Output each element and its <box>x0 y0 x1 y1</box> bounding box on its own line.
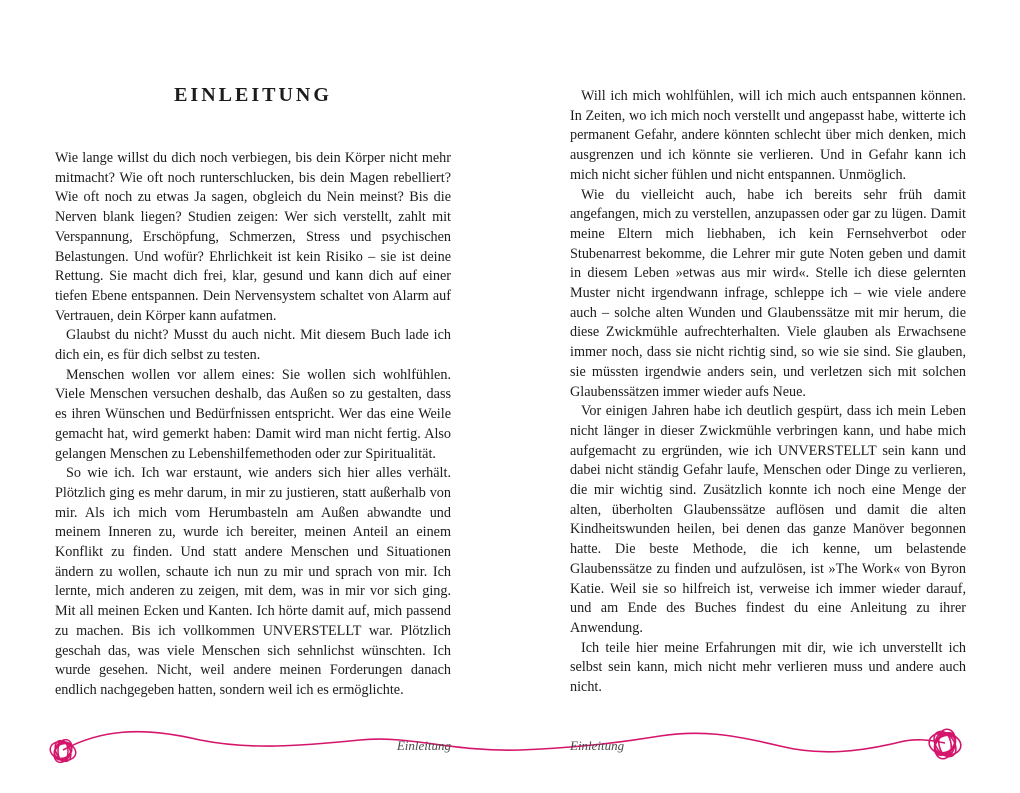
paragraph: Wie du vielleicht auch, habe ich bereits sehr früh damit angefangen, mich zu verstellen, anzupassen oder gar zu lügen. Damit meine Eltern mich liebhaben, ich kein Fernsehverbot oder Stubenarrest bekomme, die Lehrer mir gute Noten geben und damit in diesem Leben »etwas aus mir wird«. Stelle ich diese gelernten Muster nicht irgendwann infrage, schleppe ich – wie viele andere auch – solche alten Wunden und Glaubenssätze mit mir herum, die diese Zwickmühle aufrechterhalten. Viele glauben als Erwachsene immer noch, dass sie nicht richtig sind, so wie sie sind. Sie glauben, sie müssten irgendwie anders sein, und verletzen sich mit solchen Glaubenssätzen immer wieder aufs Neue. <box>570 186 966 400</box>
running-footer-left: Einleitung <box>396 738 451 753</box>
paragraph: Vor einigen Jahren habe ich deutlich gespürt, dass ich mein Leben nicht länger in dieser Zwickmühle verbringen kann, und habe mich aufgemacht zu ergründen, wie ich UNVERSTELLT sein kann und dabei nicht ständig Gefahr laufe, Menschen oder Dinge zu verlieren, die mir wichtig sind. Zusätzlich konnte ich noch eine Menge der alten, überholten Glaubenssätze auflösen und damit die alten Kindheitswunden heilen, bei denen das ganze Manöver begonnen hatte. Die beste Methode, die ich kenne, um belastende Glaubenssätze zu finden und aufzulösen, ist »The Work« von Byron Katie. Weil sie so hilfreich ist, verweise ich immer wieder darauf, und am Ende des Buches findest du eine Anleitung zu ihrer Anwendung. <box>570 403 966 636</box>
left-page-text <box>55 149 451 701</box>
paragraph: Menschen wollen vor allem eines: Sie wollen sich wohlfühlen. Viele Menschen versuchen deshalb, das Außen so zu gestalten, dass es ihren Wünschen und Bedürfnissen entspricht. Wer das eine Weile gemacht hat, wird gemerkt haben: Damit wird man nicht fertig. Also gelangen Menschen zu Lebenshilfemethoden oder zur Spiritualität. <box>55 366 451 462</box>
right-page <box>570 0 966 698</box>
paragraph: Glaubst du nicht? Musst du auch nicht. Mit diesem Buch lade ich dich ein, es für dich selbst zu testen. <box>55 327 451 364</box>
running-footer-right: Einleitung <box>570 738 625 753</box>
left-page <box>55 0 451 701</box>
paragraph: Wie lange willst du dich noch verbiegen, bis dein Körper nicht mehr mitmacht? Wie oft noch runterschlucken, bis dein Magen rebelliert? Wie oft noch zu etwas Ja sagen, obgleich du Nein meinst? Bis die Nerven blank liegen? Studien zeigen: Wer sich verstellt, zahlt mit Verspannung, Erschöpfung, Schmerzen, Stress und psychischen Belastungen. Und wofür? Ehrlichkeit ist kein Risiko – sie ist deine Rettung. Sie macht dich frei, klar, gesund und kann dich auf einer tiefen Ebene entspannen. Dein Nervensystem schaltet von Alarm auf Vertrauen, dein Körper kann aufatmen. <box>55 150 451 324</box>
paragraph: So wie ich. Ich war erstaunt, wie anders sich hier alles verhält. Plötzlich ging es mehr darum, in mir zu justieren, statt außerhalb von mir. Als ich mich vom Herumbasteln am Außen abwandte und meinem Inneren zu, wurde ich bereiter, meinen Anteil an einem Konflikt zu finden. Und statt andere Menschen und Situationen ändern zu wollen, schaute ich nun zu mir und sprach von mir. Ich lernte, mich anderen zu zeigen, mit dem, was in mir vor sich ging. Mit all meinen Ecken und Kanten. Ich hörte damit auf, mich passend zu machen. Bis ich vollkommen UNVERSTELLT war. Plötzlich geschah das, was viele Menschen sich sehnlichst wünschten. Ich wurde gesehen. Nicht, weil andere meinen Forderungen danach endlich nachgegeben hatten, sondern weil ich es ermöglichte. <box>55 465 451 698</box>
chapter-title: EINLEITUNG <box>174 84 332 106</box>
paragraph: Ich teile hier meine Erfahrungen mit dir, wie ich unverstellt ich selbst sein kann, mich nicht mehr verlieren muss und andere auch nicht. <box>570 639 966 696</box>
paragraph: Will ich mich wohlfühlen, will ich mich auch entspannen können. In Zeiten, wo ich mich noch verstellt und angepasst habe, witterte ich permanent Gefahr, andere könnten schlecht über mich denken, mich ausgrenzen und ich könnte sie verlieren. Und in Gefahr kann ich mich nicht sicher fühlen und nicht entspannen. Unmöglich. <box>570 88 966 183</box>
right-page-text <box>570 87 966 698</box>
